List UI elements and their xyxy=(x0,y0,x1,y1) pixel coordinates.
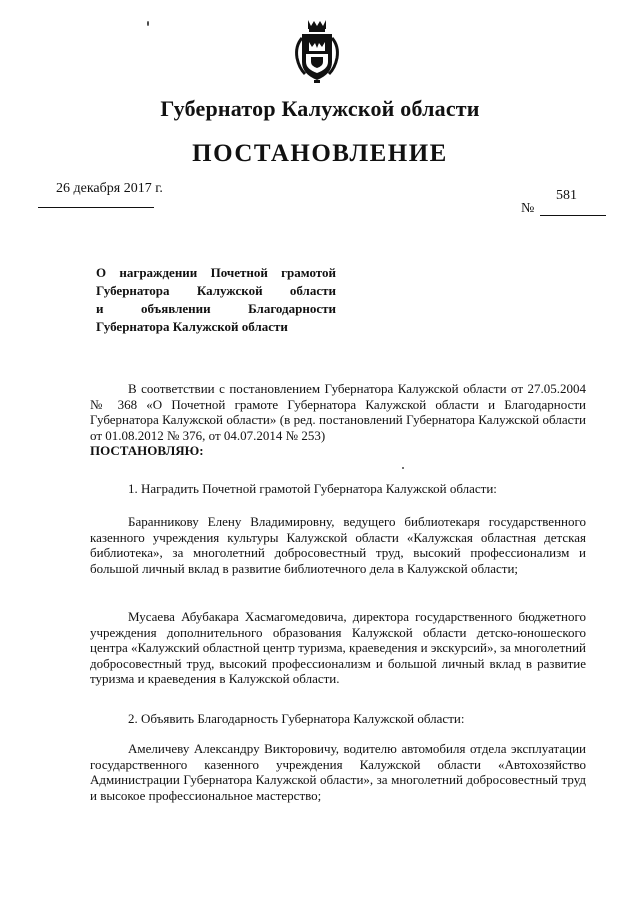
document-subject xyxy=(96,264,336,336)
document-date: 26 декабря 2017 г. xyxy=(56,181,163,196)
document-number: 581 xyxy=(556,188,577,203)
thanks-paragraph-1: Амеличеву Александру Викторовичу, водителю автомобиля отдела эксплуатации государственного казенного учреждения Калужской области «Автохозяйство Администрации Губернатора Калужской области», за многолетний добросовестный труд и высокое профессиональное мастерство; xyxy=(90,741,586,803)
preamble-paragraph xyxy=(90,381,586,459)
subject-line: Губернатора Калужской области xyxy=(96,319,288,334)
clause-2-heading: 2. Объявить Благодарность Губернатора Калужской области: xyxy=(128,711,465,726)
award-paragraph-1: Баранникову Елену Владимировну, ведущего библиотекаря государственного казенного учреждения культуры Калужской области «Калужская областная детская библиотека», за многолетний добросовестный труд, высокий профессионализм и большой личный вклад в развитие библиотечного дела в Калужской области; xyxy=(90,514,586,576)
number-underline xyxy=(540,215,606,216)
issuing-authority: Губернатор Калужской области xyxy=(160,96,480,121)
number-sign: № xyxy=(521,201,535,216)
award-paragraph-2: Мусаева Абубакара Хасмагомедовича, директора государственного бюджетного учреждения дополнительного образования Калужской области детско-юношеского центра «Калужский областной центр туризма, краеведения и экскурсий», за многолетний добросовестный труд, высокий профессионализм и большой личный вклад в развитие туризма и краеведения в Калужской области. xyxy=(90,609,586,686)
subject-line: Губернатора Калужской области xyxy=(96,283,336,298)
subject-line: и объявлении Благодарности xyxy=(96,301,336,316)
clause-1-heading: 1. Наградить Почетной грамотой Губернатора Калужской области: xyxy=(128,481,497,496)
document-type-title: ПОСТАНОВЛЕНИЕ xyxy=(192,140,448,167)
scan-speck xyxy=(402,467,404,469)
scan-speck xyxy=(147,21,149,26)
preamble-text: В соответствии с постановлением Губернатора Калужской области от 27.05.2004 № 368 «О Почетной грамоте Губернатора Калужской области и Благодарности Губернатора Калужской области» (в ред. постановлений Губернатора Калужской области от 01.08.2012 № 376, от 04.07.2014 № 253) xyxy=(90,381,586,443)
date-underline xyxy=(38,207,154,208)
subject-line: О награждении Почетной грамотой xyxy=(96,265,336,280)
decree-word: ПОСТАНОВЛЯЮ: xyxy=(90,443,204,458)
coat-of-arms-icon xyxy=(290,18,344,84)
